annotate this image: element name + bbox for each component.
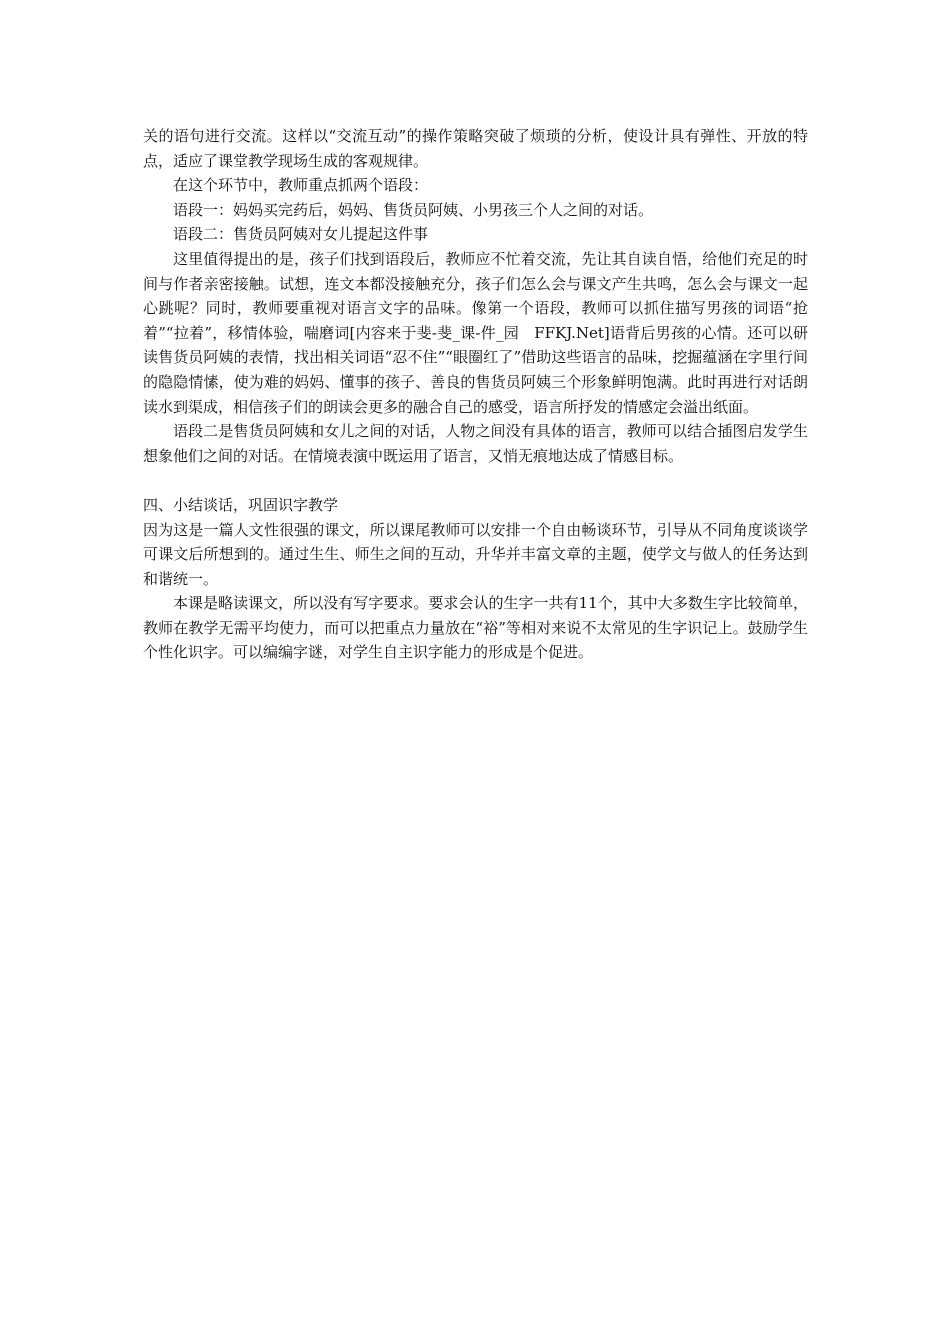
paragraph-continuation: 关的语句进行交流。这样以“交流互动”的操作策略突破了烦琐的分析，使设计具有弹性、开放的特点，适应了课堂教学现场生成的客观规律。 bbox=[143, 127, 808, 170]
paragraph-passage-two: 语段二：售货员阿姨对女儿提起这件事 bbox=[173, 225, 429, 244]
section-heading: 四、小结谈话，巩固识字教学 bbox=[143, 495, 339, 514]
paragraph-summary: 因为这是一篇人文性很强的课文，所以课尾教师可以安排一个自由畅谈环节，引导从不同角度谈谈学可课文后所想到的。通过生生、师生之间的互动，升华并丰富文章的主题，使学文与做人的任务达到和谐统一。 bbox=[143, 520, 808, 588]
paragraph-discussion: 这里值得提出的是，孩子们找到语段后，教师应不忙着交流，先让其自读自悟，给他们充足的时间与作者亲密接触。试想，连文本都没接触充分，孩子们怎么会与课文产生共鸣，怎么会与课文一起心跳呢？同时，教师要重视对语言文字的品味。像第一个语段，教师可以抓住描写男孩的词语“抢着”“拉着”，移情体验，喘磨词[内容来于斐-斐_课-件_园 FFKJ.Net]语背后男孩的心情。还可以研读售货员阿姨的表情，找出相关词语“忍不住”“眼圈红了”借助这些语言的品味，挖掘蕴涵在字里行间的隐隐情愫，使为难的妈妈、懂事的孩子、善良的售货员阿姨三个形象鲜明饱满。此时再进行对话朗读水到渠成，相信孩子们的朗读会更多的融合自己的感受，语言所抒发的情感定会溢出纸面。 bbox=[143, 249, 808, 416]
paragraph-focus-intro: 在这个环节中，教师重点抓两个语段： bbox=[173, 176, 429, 195]
paragraph-literacy: 本课是略读课文，所以没有写字要求。要求会认的生字一共有11个，其中大多数生字比较简单，教师在教学无需平均使力，而可以把重点力量放在“裕”等相对来说不太常见的生字识记上。鼓励学生个性化识字。可以编编字谜，对学生自主识字能力的形成是个促进。 bbox=[143, 594, 808, 662]
paragraph-gap bbox=[143, 468, 808, 493]
paragraph-passage-two-dialogue: 语段二是售货员阿姨和女儿之间的对话，人物之间没有具体的语言，教师可以结合插图启发学生想象他们之间的对话。在情境表演中既运用了语言，又悄无痕地达成了情感目标。 bbox=[143, 422, 808, 465]
paragraph-passage-one: 语段一：妈妈买完药后，妈妈、售货员阿姨、小男孩三个人之间的对话。 bbox=[173, 200, 654, 219]
document-body bbox=[143, 124, 808, 665]
